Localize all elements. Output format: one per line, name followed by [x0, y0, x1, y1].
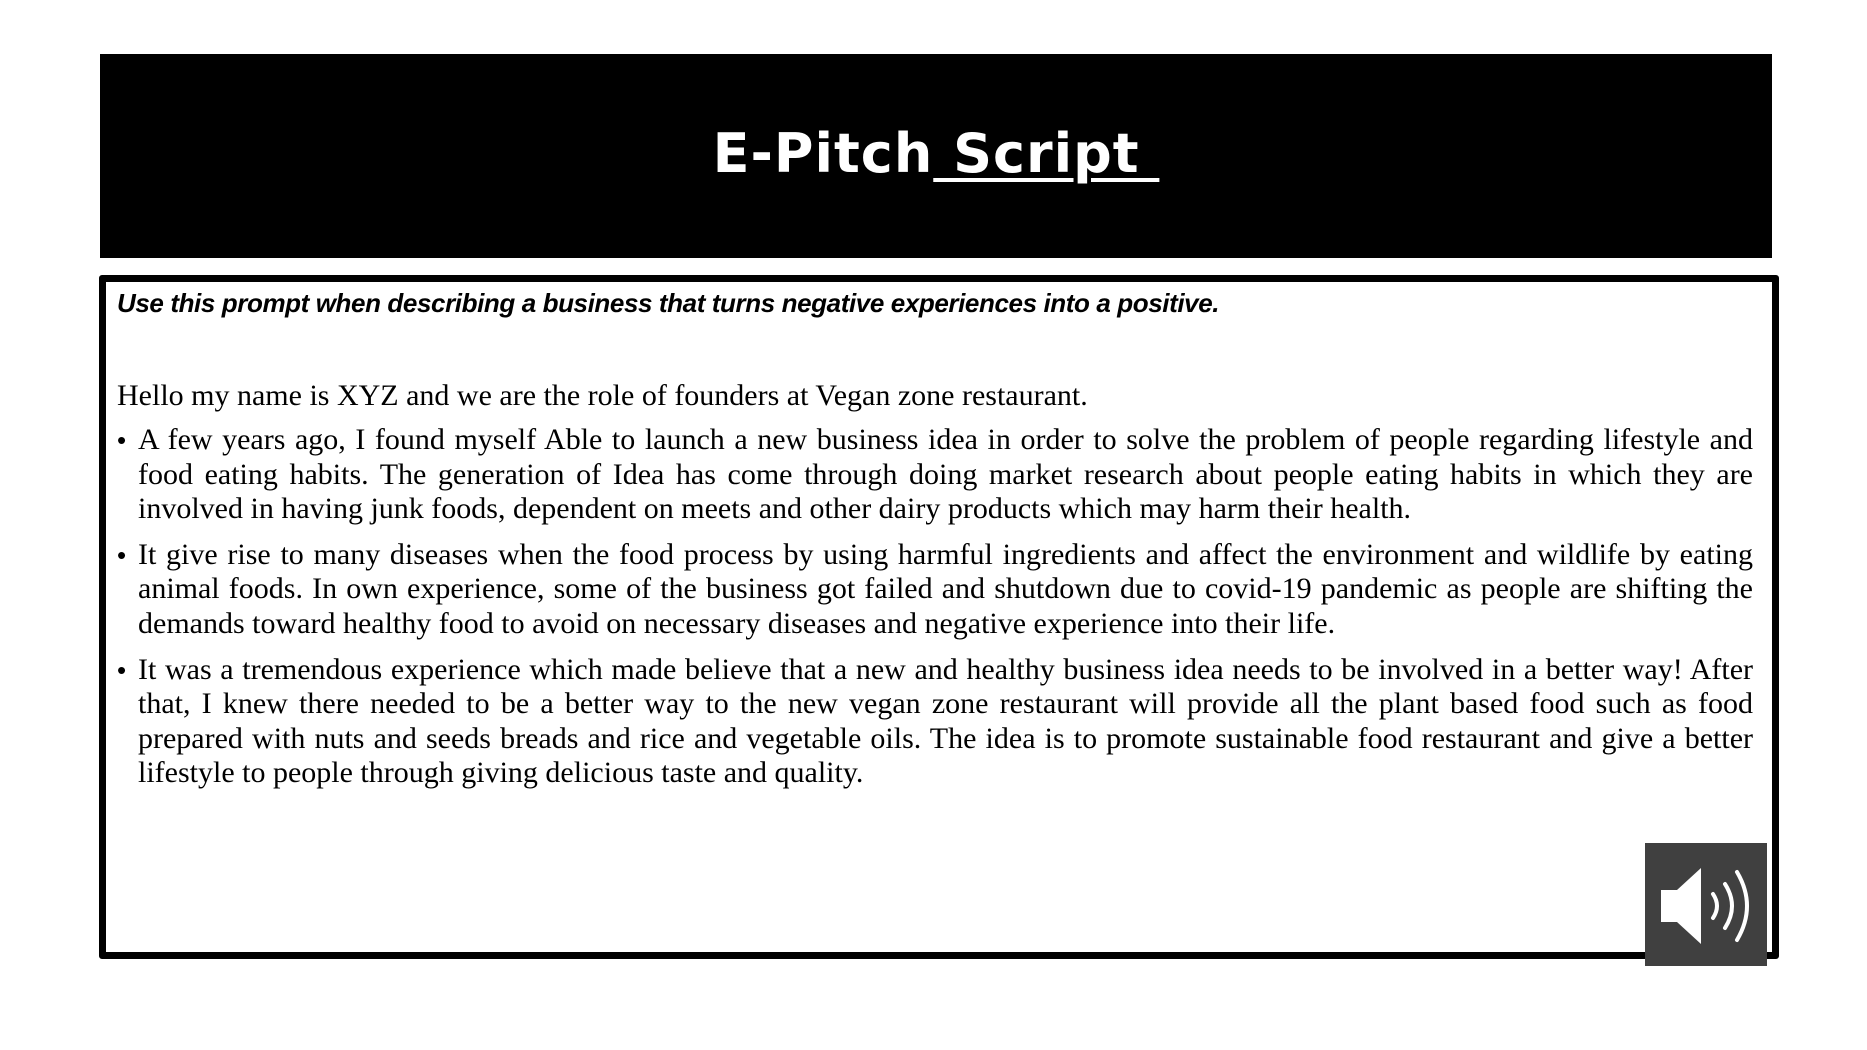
prompt-text: Use this prompt when describing a business that turns negative experiences into a positive.	[117, 288, 1220, 318]
list-item	[117, 423, 1753, 527]
bullet-dot: •	[117, 539, 127, 570]
list-item	[117, 538, 1753, 642]
list-item	[117, 653, 1753, 791]
bullet-dot: •	[117, 425, 127, 455]
audio-play-button[interactable]	[1645, 843, 1767, 966]
title-bar	[100, 54, 1772, 258]
content-box	[99, 275, 1779, 959]
bullet-dot: •	[117, 654, 127, 685]
bullet-text: It was a tremendous experience which made believe that a new and healthy business idea needs to be involved in a better way! After that, I knew there needed to be a better way to the new vegan zone restaurant will provide all the plant based food such as food prepared with nuts and seeds breads and rice and vegetable oils. The idea is to promote sustainable food restaurant and give a better lifestyle to people through giving delicious taste and quality.	[138, 652, 1753, 790]
bullet-text: It give rise to many diseases when the food process by using harmful ingredients and affect the environment and wildlife by eating animal foods. In own experience, some of the business got failed and shutdown due to covid-19 pandemic as people are shifting the demands toward healthy food to avoid on necessary diseases and negative experience into their life.	[138, 537, 1753, 640]
bullet-text: A few years ago, I found myself Able to launch a new business idea in order to solve the problem of people regarding lifestyle and food eating habits. The generation of Idea has come through doing market research about people eating habits in which they are involved in having junk foods, dependent on meets and other dairy products which may harm their health.	[138, 423, 1753, 526]
slide-title	[713, 122, 1160, 185]
title-main: E-Pitch	[712, 121, 934, 185]
bullet-list	[117, 423, 1753, 802]
speaker-icon	[1651, 850, 1761, 960]
title-underlined: Script	[933, 121, 1160, 185]
intro-text: Hello my name is XYZ and we are the role of founders at Vegan zone restaurant.	[117, 379, 1088, 412]
